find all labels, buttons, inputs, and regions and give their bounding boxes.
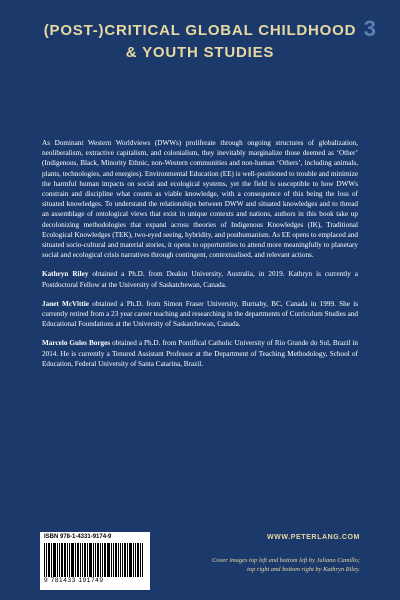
back-cover-text bbox=[42, 138, 358, 378]
barcode-bar bbox=[113, 543, 114, 577]
author-bio-3 bbox=[42, 338, 358, 369]
series-title bbox=[0, 20, 400, 64]
barcode-bar bbox=[48, 543, 50, 577]
author-name-2: Janet McVittie bbox=[42, 299, 89, 308]
author-name-1: Kathryn Riley bbox=[42, 270, 89, 279]
barcode-bar bbox=[104, 543, 106, 577]
author-name-3: Marcelo Gules Borges bbox=[42, 339, 111, 348]
barcode-bar bbox=[87, 543, 88, 577]
barcode-bar bbox=[67, 543, 68, 577]
barcode-bar bbox=[129, 543, 132, 577]
barcode-bar bbox=[142, 543, 143, 577]
barcode-bar bbox=[53, 543, 56, 577]
barcode-bar bbox=[80, 543, 81, 577]
barcode-bar bbox=[107, 543, 110, 577]
author-bio-text-3: obtained a Ph.D. from Pontifical Catholic University of Rio Grande do Sul, Brazil in 2014. He is currently a Tenured Assistant Professor at the Department of Teaching Methodology, School of Education, Federal University of Santa Catarina, Brazil. bbox=[42, 339, 358, 368]
credits-line-2: top right and bottom right by Kathryn Riley. bbox=[247, 566, 360, 573]
barcode-bar bbox=[89, 543, 92, 577]
barcode-bar bbox=[69, 543, 70, 577]
barcode bbox=[40, 532, 150, 590]
barcode-bar bbox=[102, 543, 103, 577]
series-title-line-1: (POST-)CRITICAL GLOBAL CHILDHOOD bbox=[43, 22, 357, 39]
author-bio-2 bbox=[42, 299, 358, 330]
barcode-bar bbox=[137, 543, 139, 577]
author-bio-text-2: obtained a Ph.D. from Simon Fraser University, Burnaby, BC, Canada in 1999. She is currently retired from a 23 year career teaching and researching in the departments of Curriculum Studies and Educational Foundations at the University of Saskatchewan, Canada. bbox=[42, 299, 358, 329]
book-description: As Dominant Western Worldviews (DWWs) proliferate through ongoing structures of globalization, neoliberalism, extractive capitalism, and colonialism, they inevitably marginalize those deemed as ‘Other’ (Indigenous, Black, Minority Ethnic, non-Western communities and non-human ‘Others’, including animals, plants, technologies, and energies). Environmental Education (EE) is well-positioned to trouble and minimize the harmful human impacts on social and ecological systems, yet the field is susceptible to how DWWs constrain and discipline what counts as viable knowledge, with a consequence of this being the loss of situated knowledges. To understand the relationships between DWW and situated knowledges and to thread an assemblage of ontological views that exist in unique contexts and nations, authors in this book take up decolonizing methodologies that expand across theories of Indigenous Knowledges (IK), Traditional Ecological Knowledges (TEK), two-eyed seeing, hybridity, and posthumanism. As EE opens to emplaced and situated socio-cultural and material stories, it opens to opportunities to attend more meaningfully to planetary social and ecological crisis narratives through contingent, contextualised, and relevant actions. bbox=[42, 139, 358, 260]
cover-image-credits bbox=[160, 556, 360, 574]
series-title-line-2: & YOUTH STUDIES bbox=[125, 44, 275, 61]
publisher-website: WWW.PETERLANG.COM bbox=[266, 534, 360, 541]
barcode-bar bbox=[115, 543, 117, 577]
author-bio-text-1: obtained a Ph.D. from Deakin University, Australia, in 2019. Kathryn is currently a Postdoctoral Fellow at the University of Saskatchewan, Canada. bbox=[42, 270, 359, 289]
author-bio-1 bbox=[42, 269, 358, 289]
isbn-digits: 9 781433 191749 bbox=[44, 577, 104, 584]
barcode-bar bbox=[97, 543, 99, 577]
barcode-bar bbox=[140, 543, 141, 577]
barcode-bar bbox=[118, 543, 119, 577]
barcode-bars bbox=[44, 543, 146, 577]
barcode-bar bbox=[71, 543, 74, 577]
barcode-bar bbox=[127, 543, 128, 577]
barcode-bar bbox=[84, 543, 86, 577]
barcode-bar bbox=[57, 543, 58, 577]
barcode-bar bbox=[61, 543, 63, 577]
barcode-bar bbox=[46, 543, 47, 577]
barcode-bar bbox=[59, 543, 60, 577]
barcode-bar bbox=[51, 543, 52, 577]
barcode-bar bbox=[64, 543, 66, 577]
barcode-bar bbox=[75, 543, 76, 577]
barcode-bar bbox=[44, 543, 45, 577]
credits-line-1: Cover images top left and bottom left by Juliano Camillo; bbox=[212, 557, 360, 564]
barcode-bar bbox=[100, 543, 101, 577]
barcode-bar bbox=[122, 543, 123, 577]
barcode-bar bbox=[120, 543, 121, 577]
barcode-bar bbox=[111, 543, 112, 577]
barcode-bar bbox=[124, 543, 126, 577]
barcode-bar bbox=[82, 543, 83, 577]
barcode-bar bbox=[95, 543, 96, 577]
barcode-bar bbox=[135, 543, 136, 577]
barcode-bar bbox=[133, 543, 134, 577]
isbn-label: ISBN 978-1-4331-9174-9 bbox=[44, 534, 112, 540]
series-number: 3 bbox=[363, 16, 376, 41]
barcode-bar bbox=[77, 543, 79, 577]
barcode-bar bbox=[93, 543, 94, 577]
